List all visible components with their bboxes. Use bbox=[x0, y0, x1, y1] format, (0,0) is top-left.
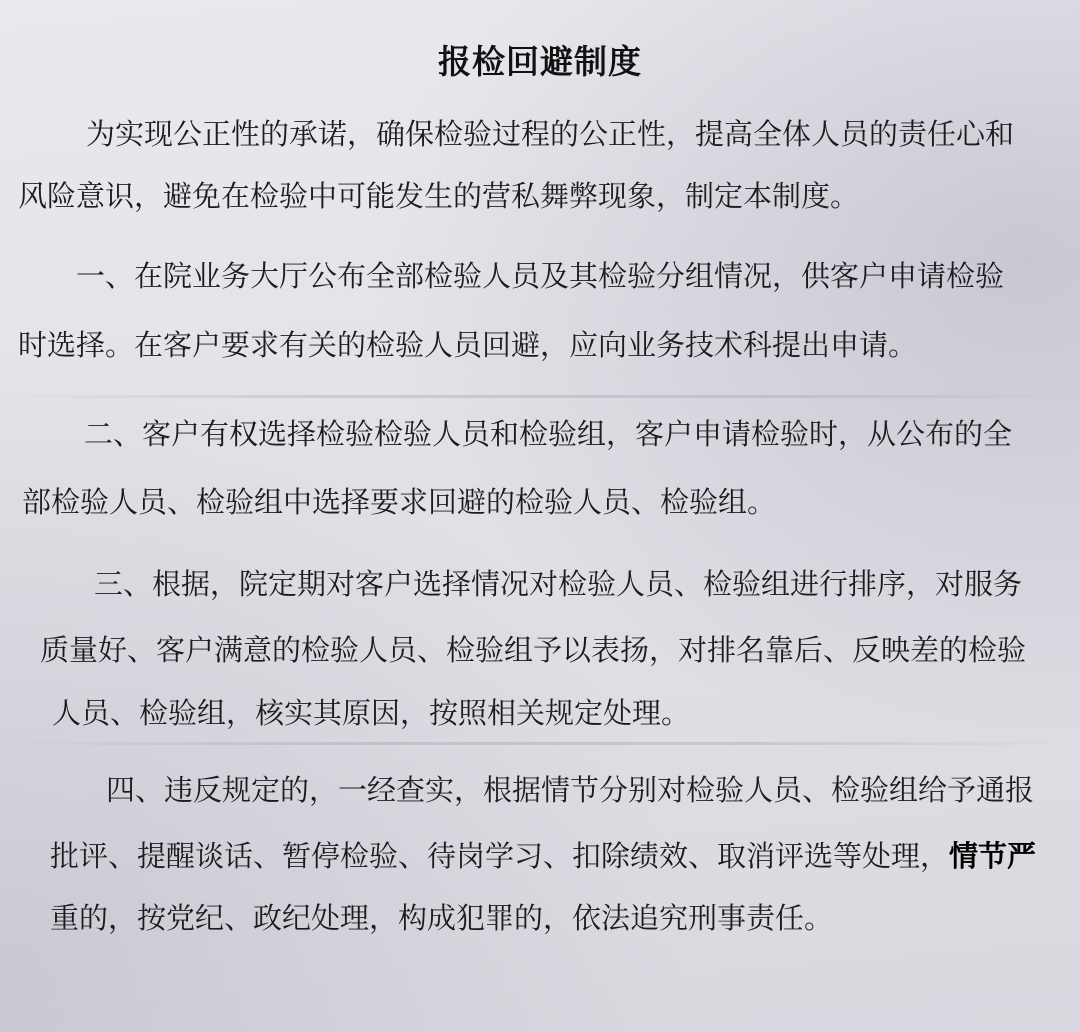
clause-4-emphasis: 情节严 bbox=[949, 839, 1037, 873]
clause-4-line-3: 重的，按党纪、政纪处理，构成犯罪的，依法追究刑事责任。 bbox=[50, 901, 834, 935]
clause-4-line-1: 四、违反规定的，一经查实，根据情节分别对检验人员、检验组给予通报 bbox=[106, 773, 1035, 807]
clause-3-line-3: 人员、检验组，核实其原因，按照相关规定处理。 bbox=[52, 696, 691, 730]
clause-3-line-2: 质量好、客户满意的检验人员、检验组予以表扬，对排名靠后、反映差的检验 bbox=[40, 633, 1027, 667]
intro-line-2: 风险意识，避免在检验中可能发生的营私舞弊现象，制定本制度。 bbox=[18, 179, 860, 213]
clause-4-line-2 bbox=[50, 838, 1036, 874]
paper-fold bbox=[0, 742, 1080, 745]
clause-4-line-2-text: 批评、提醒谈话、暂停检验、待岗学习、扣除绩效、取消评选等处理， bbox=[50, 839, 950, 873]
clause-1-line-2: 时选择。在客户要求有关的检验人员回避，应向业务技术科提出申请。 bbox=[18, 328, 918, 362]
clause-1-line-1: 一、在院业务大厅公布全部检验人员及其检验分组情况，供客户申请检验 bbox=[76, 259, 1005, 293]
document-title: 报检回避制度 bbox=[438, 42, 642, 81]
clause-2-line-2: 部检验人员、检验组中选择要求回避的检验人员、检验组。 bbox=[22, 485, 777, 519]
intro-line-1: 为实现公正性的承诺，确保检验过程的公正性，提高全体人员的责任心和 bbox=[86, 117, 1015, 151]
clause-3-line-1: 三、根据，院定期对客户选择情况对检验人员、检验组进行排序，对服务 bbox=[94, 567, 1023, 601]
paper-fold bbox=[0, 395, 1080, 398]
clause-2-line-1: 二、客户有权选择检验检验人员和检验组，客户申请检验时，从公布的全 bbox=[84, 417, 1013, 451]
